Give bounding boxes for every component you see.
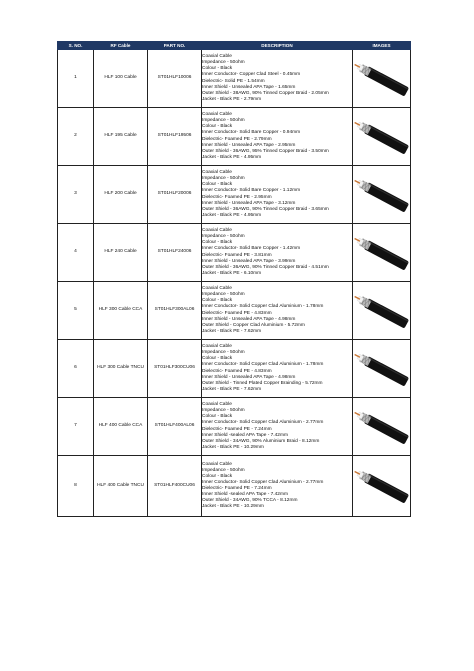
cable-spec-table — [57, 41, 411, 517]
serial-number-cell: 8 — [58, 456, 94, 517]
description-line: Dielectric- Foamed PE - 7.24mm — [202, 426, 272, 432]
serial-number-cell: 1 — [58, 50, 94, 108]
cable-image-cell — [353, 456, 411, 517]
description-line: Outer Shield - 36AWG, 95% Tinned Copper Braid - 3.50mm — [202, 148, 329, 154]
description-line: Dielectric- Solid PE - 1.54mm — [202, 78, 265, 84]
description-line: Jacket - Black PE - 10.29mm — [202, 444, 264, 450]
description-line: Colour - Black — [202, 356, 233, 362]
description-cell — [202, 398, 353, 456]
description-line: Jacket - Black PE - 10.29mm — [202, 504, 264, 510]
description-cell — [202, 166, 353, 224]
description-line: Colour - Black — [202, 66, 233, 72]
description-cell — [202, 50, 353, 108]
coaxial-cable-image — [354, 175, 410, 215]
description-line: Jacket - Black PE - 7.62mm — [202, 386, 262, 392]
description-line: Inner Conductor- Solid Bare Copper - 1.42mm — [202, 246, 301, 252]
description-line: Outer Shield - 36AWG, 90% Tinned Copper Braid - 3.65mm — [202, 206, 329, 212]
description-line: Inner Shield - Unsealed APA Tape - 4.98mm — [202, 374, 296, 380]
description-line: Inner Conductor- Solid Bare Copper - 1.12mm — [202, 188, 301, 194]
coaxial-cable-image — [354, 291, 410, 331]
table-row — [58, 50, 411, 108]
description-line: Jacket - Black PE - 4.95mm — [202, 154, 262, 160]
description-line: Colour - Black — [202, 473, 233, 479]
serial-number-cell: 3 — [58, 166, 94, 224]
description-cell — [202, 340, 353, 398]
description-line: Colour - Black — [202, 124, 233, 130]
coaxial-cable-image — [354, 466, 410, 506]
description-line: Colour - Black — [202, 240, 233, 246]
table-row — [58, 456, 411, 517]
table-row — [58, 166, 411, 224]
description-line: Coaxial Cable — [202, 54, 232, 60]
description-line: Impedance - 50ohm — [202, 60, 245, 66]
part-number-cell: ST01HLF400AL06 — [148, 398, 202, 456]
description-line: Dielectric- Foamed PE - 4.83mm — [202, 310, 272, 316]
cable-name-cell: HLF 100 Cable — [94, 50, 148, 108]
description-line: Coaxial Cable — [202, 112, 232, 118]
description-line: Colour - Black — [202, 182, 233, 188]
cable-image-cell — [353, 282, 411, 340]
table-row — [58, 108, 411, 166]
description-line: Outer Shield - 34AWG, 90% Aluminium Braid - 8.12mm — [202, 438, 320, 444]
cable-image-cell — [353, 224, 411, 282]
header-part-no: PART NO. — [148, 42, 202, 50]
description-line: Jacket - Black PE - 7.62mm — [202, 328, 262, 334]
description-line: Dielectric- Foamed PE - 2.95mm — [202, 194, 272, 200]
cable-image-cell — [353, 340, 411, 398]
part-number-cell: ST01HLF20006 — [148, 166, 202, 224]
description-line: Dielectric- Foamed PE - 3.81mm — [202, 252, 272, 258]
description-line: Inner Shield - Unsealed APA Tape - 3.12mm — [202, 200, 296, 206]
table-header-row — [58, 42, 411, 50]
description-line: Outer Shield - Tinned Plated Copper Brainding - 5.72mm — [202, 380, 323, 386]
header-sno: S. NO. — [58, 42, 94, 50]
coaxial-cable-image — [354, 233, 410, 273]
description-line: Impedance - 50ohm — [202, 350, 245, 356]
description-line: Inner Conductor- Solid Bare Copper - 0.94mm — [202, 130, 301, 136]
description-line: Impedance - 50ohm — [202, 176, 245, 182]
part-number-cell: ST01HLF19506 — [148, 108, 202, 166]
serial-number-cell: 4 — [58, 224, 94, 282]
description-line: Inner Shield - Unsealed APA Tape - 3.99mm — [202, 258, 296, 264]
description-cell — [202, 456, 353, 517]
description-line: Inner Conductor- Solid Copper Clad Aluminium - 2.77mm — [202, 479, 324, 485]
description-line: Inner Conductor- Solid Copper Clad Aluminium - 1.78mm — [202, 362, 324, 368]
description-line: Dielectric- Foamed PE - 7.24mm — [202, 486, 272, 491]
description-line: Coaxial Cable — [202, 286, 232, 292]
description-line: Inner Shield - Unsealed APA Tape - 2.95mm — [202, 142, 296, 148]
cable-name-cell: HLF 300 Cable CCA — [94, 282, 148, 340]
serial-number-cell: 5 — [58, 282, 94, 340]
description-line: Impedance - 50ohm — [202, 234, 245, 240]
description-line: Inner Shield -sealed APA Tape - 7.42mm — [202, 432, 288, 438]
header-description: DESCRIPTION — [202, 42, 353, 50]
table-row — [58, 340, 411, 398]
table-row — [58, 282, 411, 340]
cable-name-cell: HLF 400 Cable CCA — [94, 398, 148, 456]
coaxial-cable-image — [354, 407, 410, 447]
serial-number-cell: 7 — [58, 398, 94, 456]
description-cell — [202, 224, 353, 282]
cable-image-cell — [353, 166, 411, 224]
cable-image-cell — [353, 50, 411, 108]
part-number-cell: ST01HLF24006 — [148, 224, 202, 282]
table-row — [58, 224, 411, 282]
description-line: Colour - Black — [202, 414, 233, 420]
description-line: Impedance - 50ohm — [202, 292, 245, 298]
serial-number-cell: 2 — [58, 108, 94, 166]
part-number-cell: ST01HLF400CU06 — [148, 456, 202, 517]
description-line: Coaxial Cable — [202, 228, 232, 234]
description-line: Inner Conductor- Solid Copper Clad Aluminium - 1.78mm — [202, 304, 324, 310]
cable-name-cell: HLF 400 Cable TNCU — [94, 456, 148, 517]
coaxial-cable-image — [354, 117, 410, 157]
description-line: Outer Shield - 36AWG, 90% Tinned Copper Braid - 4.51mm — [202, 264, 329, 270]
cable-image-cell — [353, 108, 411, 166]
description-line: Jacket - Black PE - 4.95mm — [202, 212, 262, 218]
description-line: Inner Shield -sealed APA Tape - 7.42mm — [202, 492, 288, 498]
description-line: Inner Conductor- Solid Copper Clad Aluminium - 2.77mm — [202, 420, 324, 426]
description-line: Dielectric- Foamed PE - 4.83mm — [202, 368, 272, 374]
description-line: Impedance - 50ohm — [202, 467, 245, 473]
description-line: Colour - Black — [202, 298, 233, 304]
description-line: Coaxial Cable — [202, 461, 232, 467]
description-line: Jacket - Black PE - 6.10mm — [202, 270, 262, 276]
description-line: Outer Shield - 34AWG, 90% TCCA - 8.12mm — [202, 498, 298, 504]
description-line: Jacket - Black PE - 2.79mm — [202, 96, 262, 102]
header-rf-cable: RF Cable — [94, 42, 148, 50]
description-line: Coaxial Cable — [202, 170, 232, 176]
description-line: Coaxial Cable — [202, 344, 232, 350]
description-line: Outer Shield - Copper Clad Aluminium - 5.72mm — [202, 322, 305, 328]
description-line: Inner Shield - Unsealed APA Tape - 4.98mm — [202, 316, 296, 322]
table-row — [58, 398, 411, 456]
cable-image-cell — [353, 398, 411, 456]
cable-name-cell: HLF 200 Cable — [94, 166, 148, 224]
cable-name-cell: HLF 195 Cable — [94, 108, 148, 166]
description-line: Dielectric- Foamed PE - 2.79mm — [202, 136, 272, 142]
coaxial-cable-image — [354, 59, 410, 99]
description-line: Inner Shield - Unsealed APA Tape - 1.65mm — [202, 84, 296, 90]
part-number-cell: ST01HLF300AL06 — [148, 282, 202, 340]
description-cell — [202, 282, 353, 340]
description-line: Outer Shield - 38AWG, 90% Tinned Copper Braid - 2.05mm — [202, 90, 329, 96]
part-number-cell: ST01HLF10006 — [148, 50, 202, 108]
header-images: IMAGES — [353, 42, 411, 50]
description-line: Impedance - 50ohm — [202, 408, 245, 414]
description-line: Inner Conductor- Copper Clad Steel - 0.45mm — [202, 72, 301, 78]
coaxial-cable-image — [354, 349, 410, 389]
part-number-cell: ST01HLF300CU06 — [148, 340, 202, 398]
cable-name-cell: HLF 300 Cable TNCU — [94, 340, 148, 398]
serial-number-cell: 6 — [58, 340, 94, 398]
description-line: Impedance - 50ohm — [202, 118, 245, 124]
description-cell — [202, 108, 353, 166]
description-line: Coaxial Cable — [202, 402, 232, 408]
cable-name-cell: HLF 240 Cable — [94, 224, 148, 282]
